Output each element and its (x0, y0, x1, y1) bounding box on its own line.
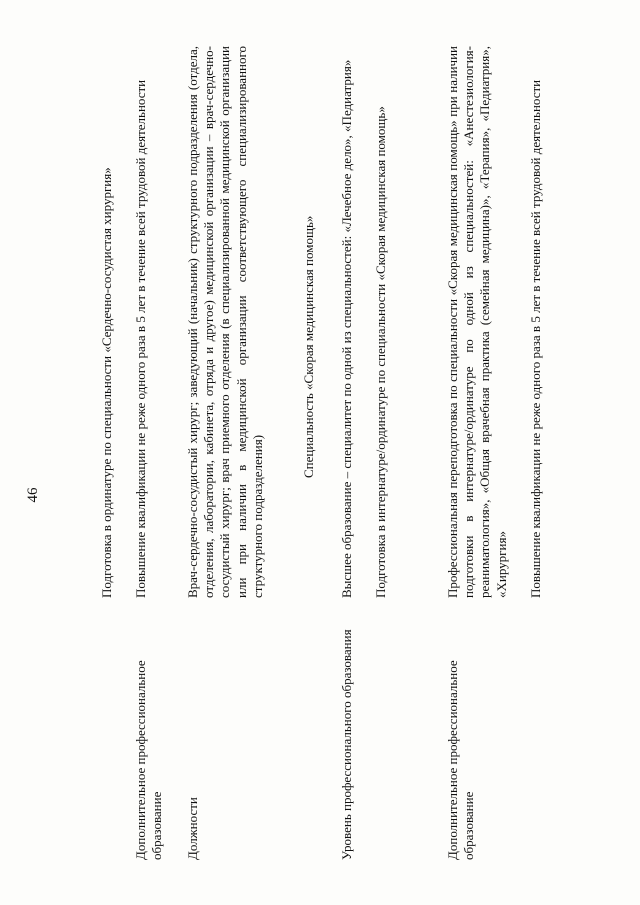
row-paragraph: Повышение квалификации не реже одного раза в 5 лет в течение всей трудовой деятельности (527, 79, 543, 598)
row-label: Дополнительное профессиональное образование (445, 660, 477, 860)
row-paragraph: Высшее образование – специалитет по одной из специальностей: «Лечебное дело», «Педиатрия» (339, 59, 354, 598)
row-paragraph: Подготовка в ординатуре по специальности «Сердечно-сосудистая хирургия» (99, 167, 114, 598)
row-paragraph: Профессиональная переподготовка по специальности «Скорая медицинская помощь» при наличии подготовки в интернатуре/ординатуре по одной из специальностей: «Анестезиология-реаниматология», «Общая врачебная практика (семейная медицина)», «Терапия», «Педиатрия», «Хирургия» (445, 46, 509, 598)
row-label: Уровень профессионального образования (339, 629, 354, 860)
row-paragraph: Повышение квалификации не реже одного раза в 5 лет в течение всей трудовой деятельности (133, 79, 148, 598)
row-value (185, 46, 276, 598)
row-paragraph: Подготовка в интернатуре/ординатуре по специальности «Скорая медицинская помощь» (373, 106, 389, 598)
row-label: Дополнительное профессиональное образование (133, 660, 165, 860)
row-value (133, 46, 159, 598)
rotated-page-content (25, 40, 565, 860)
row-value (99, 46, 125, 598)
row-value (301, 46, 327, 598)
row-value (339, 46, 399, 598)
section-heading: Специальность «Скорая медицинская помощь» (301, 215, 316, 478)
row-label: Должности (185, 797, 200, 860)
row-paragraph: Врач-сердечно-сосудистый хирург; заведующий (начальник) структурного подразделения (отдела, отделения, лаборатории, кабинета, отряда и другое) медицинской организации – врач-сердечно-сосудистый хирург; врач приемного отделения (в специализированной медицинской организации или при наличии в медицинской организации соответствующего специализированного структурного подразделения) (185, 46, 265, 598)
page-number: 46 (25, 487, 41, 503)
row-value (445, 46, 554, 598)
